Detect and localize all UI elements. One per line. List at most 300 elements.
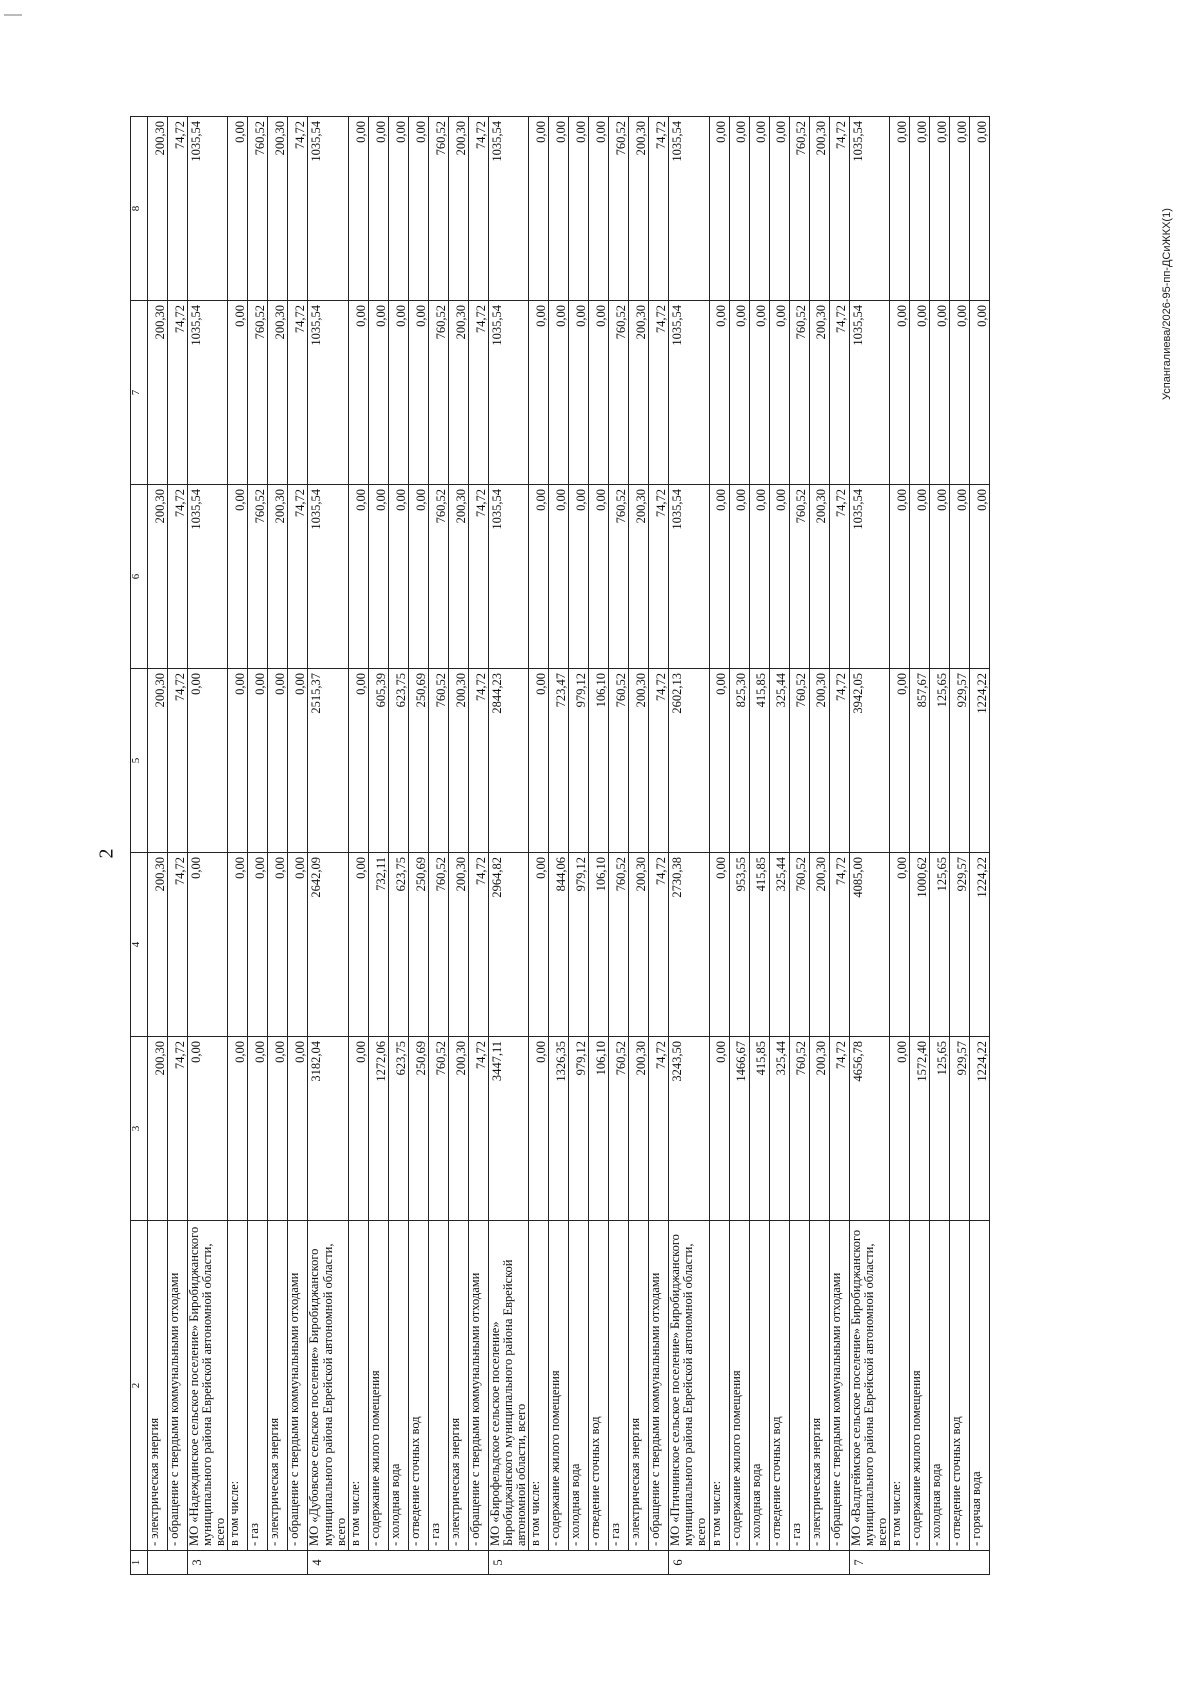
value-cell: 0,00 (188, 669, 228, 853)
row-label: - отведение сточных вод (589, 1221, 609, 1551)
table-row (228, 117, 248, 1575)
value-cell: 74,72 (649, 669, 669, 853)
row-label: - содержание жилого помещения (909, 1221, 929, 1551)
value-cell: 74,72 (288, 117, 308, 301)
value-cell: 0,00 (769, 117, 789, 301)
value-cell: 2964,82 (488, 853, 528, 1037)
value-cell: 0,00 (949, 485, 969, 669)
value-cell: 623,75 (388, 853, 408, 1037)
table-row (468, 117, 488, 1575)
value-cell: 0,00 (709, 1037, 729, 1221)
value-cell: 0,00 (228, 1037, 248, 1221)
value-cell: 74,72 (649, 853, 669, 1037)
row-index: 3 (188, 1551, 308, 1575)
table-row (769, 117, 789, 1575)
value-cell: 760,52 (428, 117, 448, 301)
municipality-total-row (488, 117, 528, 1575)
value-cell: 0,00 (348, 1037, 368, 1221)
row-label: - отведение сточных вод (408, 1221, 428, 1551)
value-cell: 74,72 (829, 1037, 849, 1221)
value-cell: 74,72 (829, 669, 849, 853)
value-cell: 415,85 (749, 1037, 769, 1221)
table-row (268, 117, 288, 1575)
value-cell: 605,39 (368, 669, 388, 853)
value-cell: 250,69 (408, 669, 428, 853)
value-cell: 74,72 (649, 301, 669, 485)
table-row (529, 117, 549, 1575)
value-cell: 1224,22 (969, 853, 989, 1037)
row-label: - обращение с твердыми коммунальными отходами (829, 1221, 849, 1551)
value-cell: 125,65 (929, 1037, 949, 1221)
value-cell: 0,00 (549, 117, 569, 301)
value-cell: 1035,54 (308, 301, 348, 485)
value-cell: 623,75 (388, 669, 408, 853)
value-cell: 0,00 (248, 1037, 268, 1221)
value-cell: 1000,62 (909, 853, 929, 1037)
row-index: 7 (849, 1551, 989, 1575)
value-cell: 760,52 (789, 1037, 809, 1221)
table-row (569, 117, 589, 1575)
value-cell: 979,12 (569, 669, 589, 853)
value-cell: 760,52 (789, 117, 809, 301)
value-cell: 0,00 (729, 485, 749, 669)
value-cell: 0,00 (969, 301, 989, 485)
row-label: - содержание жилого помещения (549, 1221, 569, 1551)
value-cell: 929,57 (949, 853, 969, 1037)
value-cell: 74,72 (829, 301, 849, 485)
value-cell: 732,11 (368, 853, 388, 1037)
value-cell: 0,00 (348, 485, 368, 669)
value-cell: 0,00 (348, 669, 368, 853)
value-cell: 74,72 (288, 485, 308, 669)
value-cell: 200,30 (148, 669, 168, 853)
value-cell: 74,72 (649, 485, 669, 669)
value-cell: 0,00 (729, 301, 749, 485)
value-cell: 0,00 (889, 853, 909, 1037)
tariff-table (130, 116, 990, 1575)
value-cell: 0,00 (889, 485, 909, 669)
table-row (248, 117, 268, 1575)
value-cell: 1035,54 (308, 485, 348, 669)
value-cell: 0,00 (368, 301, 388, 485)
row-label: - обращение с твердыми коммунальными отходами (288, 1221, 308, 1551)
value-cell: 0,00 (408, 301, 428, 485)
row-label: МО «Надеждинское сельское поселение» Биробиджанского муниципального района Еврейской автономной области, всего (188, 1221, 228, 1551)
value-cell: 0,00 (388, 301, 408, 485)
value-cell: 200,30 (148, 117, 168, 301)
column-number: 2 (131, 1221, 148, 1551)
row-label: - холодная вода (569, 1221, 589, 1551)
value-cell: 929,57 (949, 1037, 969, 1221)
value-cell: 200,30 (268, 301, 288, 485)
value-cell: 0,00 (589, 301, 609, 485)
value-cell: 0,00 (569, 485, 589, 669)
table-row (649, 117, 669, 1575)
row-index: 4 (308, 1551, 488, 1575)
row-label: МО «Бирофельдское сельское поселение» Биробиджанского муниципального района Еврейской автономной области, всего (488, 1221, 528, 1551)
value-cell: 3182,04 (308, 1037, 348, 1221)
value-cell: 0,00 (929, 301, 949, 485)
value-cell: 0,00 (949, 117, 969, 301)
value-cell: 0,00 (288, 669, 308, 853)
value-cell: 200,30 (148, 853, 168, 1037)
value-cell: 0,00 (188, 853, 228, 1037)
value-cell: 0,00 (268, 1037, 288, 1221)
value-cell: 1224,22 (969, 669, 989, 853)
row-label: в том числе: (348, 1221, 368, 1551)
value-cell: 0,00 (909, 485, 929, 669)
value-cell: 3942,05 (849, 669, 889, 853)
value-cell: 760,52 (428, 669, 448, 853)
value-cell: 1272,06 (368, 1037, 388, 1221)
value-cell: 0,00 (589, 117, 609, 301)
value-cell: 74,72 (468, 485, 488, 669)
value-cell: 0,00 (529, 485, 549, 669)
value-cell: 760,52 (248, 117, 268, 301)
row-label: - газ (789, 1221, 809, 1551)
value-cell: 106,10 (589, 853, 609, 1037)
value-cell: 200,30 (268, 117, 288, 301)
page-number: 2 (95, 848, 118, 859)
value-cell: 106,10 (589, 669, 609, 853)
value-cell: 325,44 (769, 853, 789, 1037)
value-cell: 825,30 (729, 669, 749, 853)
value-cell: 74,72 (649, 1037, 669, 1221)
value-cell: 0,00 (348, 301, 368, 485)
column-number: 4 (131, 853, 148, 1037)
value-cell: 0,00 (348, 853, 368, 1037)
value-cell: 760,52 (789, 301, 809, 485)
row-label: - отведение сточных вод (769, 1221, 789, 1551)
value-cell: 0,00 (589, 485, 609, 669)
value-cell: 74,72 (649, 117, 669, 301)
value-cell: 0,00 (529, 669, 549, 853)
value-cell: 74,72 (468, 1037, 488, 1221)
column-number: 8 (131, 117, 148, 301)
row-label: - холодная вода (749, 1221, 769, 1551)
value-cell: 0,00 (969, 485, 989, 669)
value-cell: 0,00 (709, 485, 729, 669)
value-cell: 200,30 (629, 485, 649, 669)
value-cell: 200,30 (809, 485, 829, 669)
value-cell: 1572,40 (909, 1037, 929, 1221)
table-row (549, 117, 569, 1575)
value-cell: 760,52 (609, 117, 629, 301)
value-cell: 74,72 (168, 485, 188, 669)
value-cell: 125,65 (929, 853, 949, 1037)
value-cell: 0,00 (969, 117, 989, 301)
row-label: в том числе: (709, 1221, 729, 1551)
row-label: - холодная вода (388, 1221, 408, 1551)
column-number: 5 (131, 669, 148, 853)
value-cell: 74,72 (468, 853, 488, 1037)
value-cell: 4656,78 (849, 1037, 889, 1221)
value-cell: 74,72 (288, 301, 308, 485)
document-reference: Успангалиева/2026-95-пп-ДСиЖКХ(1) (1161, 208, 1173, 400)
municipality-total-row (849, 117, 889, 1575)
value-cell: 200,30 (629, 853, 649, 1037)
value-cell: 0,00 (529, 1037, 549, 1221)
value-cell: 0,00 (228, 853, 248, 1037)
table-row (168, 117, 188, 1575)
row-index: 6 (669, 1551, 849, 1575)
value-cell: 250,69 (408, 1037, 428, 1221)
value-cell: 200,30 (629, 301, 649, 485)
value-cell: 1035,54 (849, 485, 889, 669)
table-row (969, 117, 989, 1575)
row-label: - горячая вода (969, 1221, 989, 1551)
table-row (609, 117, 629, 1575)
value-cell: 844,06 (549, 853, 569, 1037)
value-cell: 979,12 (569, 1037, 589, 1221)
value-cell: 74,72 (829, 485, 849, 669)
row-index-empty (148, 1551, 188, 1575)
value-cell: 0,00 (549, 485, 569, 669)
value-cell: 0,00 (348, 117, 368, 301)
value-cell: 200,30 (448, 669, 468, 853)
value-cell: 623,75 (388, 1037, 408, 1221)
value-cell: 0,00 (949, 301, 969, 485)
value-cell: 0,00 (408, 117, 428, 301)
value-cell: 1035,54 (188, 301, 228, 485)
value-cell: 1035,54 (488, 117, 528, 301)
value-cell: 0,00 (769, 301, 789, 485)
value-cell: 0,00 (569, 301, 589, 485)
value-cell: 0,00 (268, 669, 288, 853)
value-cell: 74,72 (168, 1037, 188, 1221)
value-cell: 0,00 (909, 117, 929, 301)
value-cell: 0,00 (909, 301, 929, 485)
value-cell: 74,72 (829, 853, 849, 1037)
value-cell: 415,85 (749, 669, 769, 853)
municipality-total-row (308, 117, 348, 1575)
value-cell: 0,00 (408, 485, 428, 669)
table-row (729, 117, 749, 1575)
value-cell: 2642,09 (308, 853, 348, 1037)
row-label: МО «Птичнинское сельское поселение» Биробиджанского муниципального района Еврейской автономной области, всего (669, 1221, 709, 1551)
row-label: - содержание жилого помещения (729, 1221, 749, 1551)
table-row (829, 117, 849, 1575)
value-cell: 1326,35 (549, 1037, 569, 1221)
row-label: - обращение с твердыми коммунальными отходами (468, 1221, 488, 1551)
value-cell: 953,55 (729, 853, 749, 1037)
value-cell: 74,72 (168, 853, 188, 1037)
value-cell: 200,30 (629, 117, 649, 301)
value-cell: 857,67 (909, 669, 929, 853)
table-row (288, 117, 308, 1575)
value-cell: 0,00 (749, 117, 769, 301)
value-cell: 0,00 (709, 117, 729, 301)
value-cell: 0,00 (709, 301, 729, 485)
row-label: в том числе: (529, 1221, 549, 1551)
row-label: - отведение сточных вод (949, 1221, 969, 1551)
value-cell: 760,52 (609, 1037, 629, 1221)
value-cell: 760,52 (789, 669, 809, 853)
value-cell: 0,00 (188, 1037, 228, 1221)
value-cell: 0,00 (288, 1037, 308, 1221)
table-row (909, 117, 929, 1575)
value-cell: 106,10 (589, 1037, 609, 1221)
row-label: - обращение с твердыми коммунальными отходами (168, 1221, 188, 1551)
value-cell: 0,00 (889, 1037, 909, 1221)
value-cell: 760,52 (789, 853, 809, 1037)
table-row (889, 117, 909, 1575)
column-number: 7 (131, 301, 148, 485)
municipality-total-row (188, 117, 228, 1575)
value-cell: 200,30 (148, 301, 168, 485)
value-cell: 760,52 (789, 485, 809, 669)
scan-artifact (4, 14, 22, 16)
value-cell: 0,00 (929, 117, 949, 301)
row-label: - электрическая энергия (268, 1221, 288, 1551)
row-label: - газ (248, 1221, 268, 1551)
column-number: 3 (131, 1037, 148, 1221)
table-row (809, 117, 829, 1575)
rotated-table-container (130, 117, 1090, 1575)
value-cell: 200,30 (809, 853, 829, 1037)
table-row (428, 117, 448, 1575)
value-cell: 1035,54 (488, 301, 528, 485)
value-cell: 200,30 (148, 1037, 168, 1221)
value-cell: 0,00 (549, 301, 569, 485)
table-row (929, 117, 949, 1575)
value-cell: 0,00 (769, 485, 789, 669)
table-body (148, 117, 990, 1575)
row-label: в том числе: (889, 1221, 909, 1551)
row-label: МО «Валдгеймское сельское поселение» Биробиджанского муниципального района Еврейской автономной области, всего (849, 1221, 889, 1551)
value-cell: 0,00 (889, 301, 909, 485)
value-cell: 0,00 (248, 853, 268, 1037)
value-cell: 760,52 (428, 853, 448, 1037)
value-cell: 0,00 (288, 853, 308, 1037)
value-cell: 74,72 (168, 669, 188, 853)
value-cell: 0,00 (388, 117, 408, 301)
value-cell: 0,00 (248, 669, 268, 853)
row-label: - газ (428, 1221, 448, 1551)
table-row (448, 117, 468, 1575)
row-label: - содержание жилого помещения (368, 1221, 388, 1551)
row-label: - газ (609, 1221, 629, 1551)
value-cell: 1035,54 (308, 117, 348, 301)
value-cell: 0,00 (228, 669, 248, 853)
value-cell: 200,30 (809, 117, 829, 301)
value-cell: 1224,22 (969, 1037, 989, 1221)
row-label: МО «Дубовское сельское поселение» Биробиджанского муниципального района Еврейской автономной области, всего (308, 1221, 348, 1551)
value-cell: 0,00 (388, 485, 408, 669)
table-row (629, 117, 649, 1575)
value-cell: 0,00 (529, 301, 549, 485)
value-cell: 200,30 (629, 669, 649, 853)
value-cell: 2515,37 (308, 669, 348, 853)
value-cell: 760,52 (428, 301, 448, 485)
row-label: - электрическая энергия (629, 1221, 649, 1551)
value-cell: 0,00 (268, 853, 288, 1037)
value-cell: 2730,38 (669, 853, 709, 1037)
value-cell: 1035,54 (849, 117, 889, 301)
value-cell: 200,30 (809, 301, 829, 485)
value-cell: 760,52 (609, 669, 629, 853)
value-cell: 2602,13 (669, 669, 709, 853)
value-cell: 760,52 (248, 301, 268, 485)
value-cell: 200,30 (448, 853, 468, 1037)
value-cell: 415,85 (749, 853, 769, 1037)
value-cell: 1035,54 (488, 485, 528, 669)
value-cell: 0,00 (529, 853, 549, 1037)
value-cell: 0,00 (729, 117, 749, 301)
table-row (408, 117, 428, 1575)
value-cell: 1035,54 (849, 301, 889, 485)
table-row (348, 117, 368, 1575)
value-cell: 1035,54 (669, 301, 709, 485)
row-label: в том числе: (228, 1221, 248, 1551)
value-cell: 200,30 (629, 1037, 649, 1221)
value-cell: 74,72 (468, 117, 488, 301)
value-cell: 0,00 (529, 117, 549, 301)
value-cell: 0,00 (749, 485, 769, 669)
value-cell: 1035,54 (669, 117, 709, 301)
value-cell: 979,12 (569, 853, 589, 1037)
value-cell: 325,44 (769, 1037, 789, 1221)
value-cell: 760,52 (609, 853, 629, 1037)
value-cell: 74,72 (468, 669, 488, 853)
value-cell: 3243,50 (669, 1037, 709, 1221)
value-cell: 250,69 (408, 853, 428, 1037)
value-cell: 1035,54 (188, 485, 228, 669)
table-row (749, 117, 769, 1575)
value-cell: 760,52 (248, 485, 268, 669)
column-number-row (131, 117, 148, 1575)
value-cell: 723,47 (549, 669, 569, 853)
value-cell: 0,00 (709, 853, 729, 1037)
value-cell: 200,30 (809, 1037, 829, 1221)
value-cell: 200,30 (148, 485, 168, 669)
column-number: 6 (131, 485, 148, 669)
value-cell: 0,00 (889, 117, 909, 301)
value-cell: 125,65 (929, 669, 949, 853)
value-cell: 0,00 (929, 485, 949, 669)
value-cell: 0,00 (228, 117, 248, 301)
value-cell: 74,72 (829, 117, 849, 301)
value-cell: 200,30 (448, 117, 468, 301)
value-cell: 0,00 (749, 301, 769, 485)
value-cell: 74,72 (468, 301, 488, 485)
value-cell: 3447,11 (488, 1037, 528, 1221)
row-label: - электрическая энергия (148, 1221, 168, 1551)
value-cell: 929,57 (949, 669, 969, 853)
value-cell: 200,30 (268, 485, 288, 669)
value-cell: 2844,23 (488, 669, 528, 853)
value-cell: 0,00 (709, 669, 729, 853)
value-cell: 74,72 (168, 117, 188, 301)
row-label: - холодная вода (929, 1221, 949, 1551)
row-label: - электрическая энергия (809, 1221, 829, 1551)
value-cell: 1035,54 (669, 485, 709, 669)
row-label: - обращение с твердыми коммунальными отходами (649, 1221, 669, 1551)
value-cell: 0,00 (569, 117, 589, 301)
value-cell: 1035,54 (188, 117, 228, 301)
row-index: 5 (488, 1551, 668, 1575)
table-row (589, 117, 609, 1575)
value-cell: 200,30 (448, 301, 468, 485)
value-cell: 74,72 (168, 301, 188, 485)
table-row (949, 117, 969, 1575)
value-cell: 0,00 (368, 485, 388, 669)
value-cell: 760,52 (428, 485, 448, 669)
row-label: - электрическая энергия (448, 1221, 468, 1551)
table-row (789, 117, 809, 1575)
value-cell: 760,52 (609, 485, 629, 669)
table-row (148, 117, 168, 1575)
